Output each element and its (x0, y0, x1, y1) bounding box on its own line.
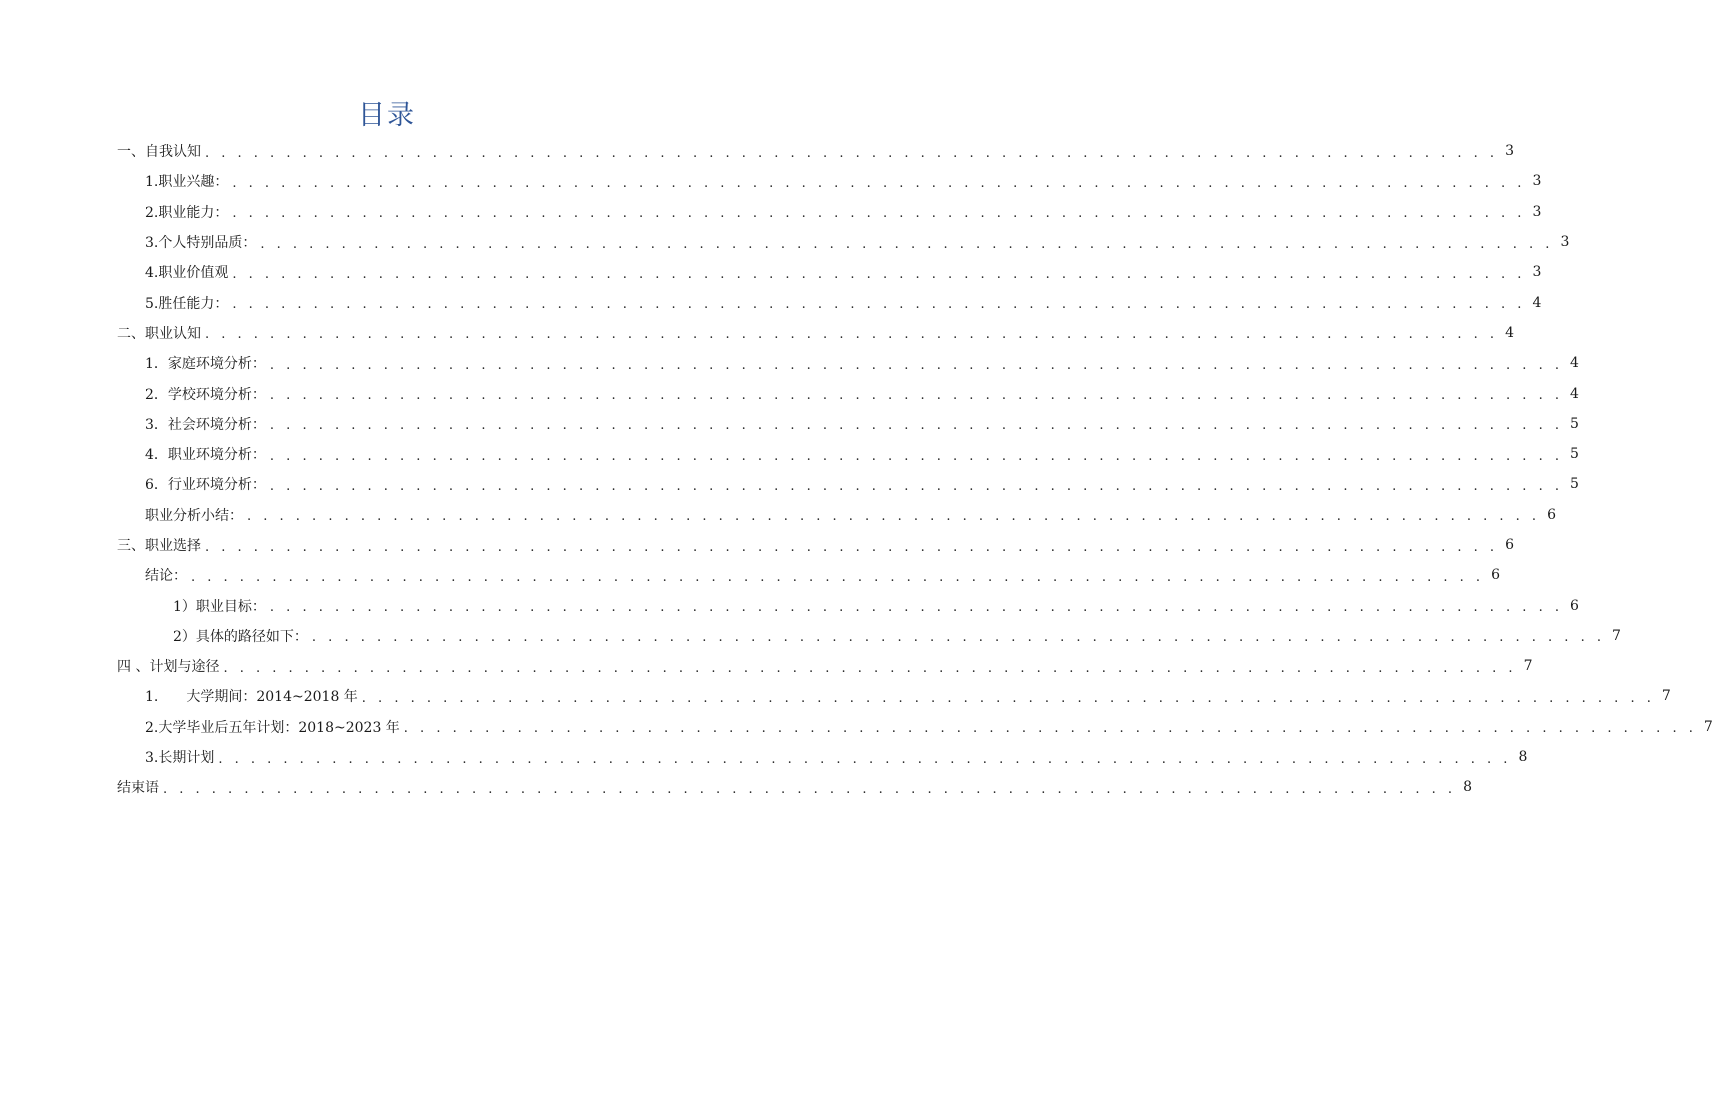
toc-dot-leader: . . . . . . . . . . . . . . . . . . . . . . . . . . . . . . . . . . . . . . . . . . . . . . . . . . . . . . . . . . . . . . . . . . . . . . . . . . . . . . . . (205, 539, 1499, 555)
toc-entry[interactable] (117, 621, 1621, 651)
toc-entry[interactable] (117, 166, 1542, 196)
toc-dot-leader: . . . . . . . . . . . . . . . . . . . . . . . . . . . . . . . . . . . . . . . . . . . . . . . . . . . . . . . . . . . . . . . . . . . . . . . . . . . . . . . . (311, 630, 1605, 646)
toc-page-number: 5 (1570, 415, 1579, 432)
toc-entry-label: 2.职业能力： (145, 202, 232, 222)
toc-dot-leader: . . . . . . . . . . . . . . . . . . . . . . . . . . . . . . . . . . . . . . . . . . . . . . . . . . . . . . . . . . . . . . . . . . . . . . . . . . . . . . . . (223, 660, 1517, 676)
toc-entry-label: 结论： (145, 565, 191, 585)
toc-dot-leader: . . . . . . . . . . . . . . . . . . . . . . . . . . . . . . . . . . . . . . . . . . . . . . . . . . . . . . . . . . . . . . . . . . . . . . . . . . . . . . . . (205, 327, 1499, 343)
toc-dot-leader: . . . . . . . . . . . . . . . . . . . . . . . . . . . . . . . . . . . . . . . . . . . . . . . . . . . . . . . . . . . . . . . . . . . . . . . . . . . . . . . . (247, 509, 1541, 525)
toc-entry-label: 四 、计划与途径 (117, 656, 223, 676)
toc-page-number: 8 (1463, 779, 1473, 796)
toc-dot-leader: . . . . . . . . . . . . . . . . . . . . . . . . . . . . . . . . . . . . . . . . . . . . . . . . . . . . . . . . . . . . . . . . . . . . . . . . . . . . . . . . (232, 266, 1526, 282)
toc-dot-leader: . . . . . . . . . . . . . . . . . . . . . . . . . . . . . . . . . . . . . . . . . . . . . . . . . . . . . . . . . . . . . . . . . . . . . . . . . . . . . . . . (269, 478, 1563, 494)
toc-page-number: 3 (1532, 173, 1542, 190)
toc-page-number: 4 (1570, 385, 1579, 402)
toc-entry-label: 1. 大学期间：2014~2018 年 (145, 686, 362, 706)
toc-page-number: 7 (1703, 718, 1713, 735)
toc-dot-leader: . . . . . . . . . . . . . . . . . . . . . . . . . . . . . . . . . . . . . . . . . . . . . . . . . . . . . . . . . . . . . . . . . . . . . . . . . . . . . . . . (269, 600, 1563, 616)
toc-dot-leader: . . . . . . . . . . . . . . . . . . . . . . . . . . . . . . . . . . . . . . . . . . . . . . . . . . . . . . . . . . . . . . . . . . . . . . . . . . . . . . . . (163, 781, 1457, 797)
toc-entry-label: 2.大学毕业后五年计划：2018~2023 年 (145, 717, 404, 737)
toc-entry[interactable] (117, 681, 1671, 711)
toc-entry[interactable] (117, 742, 1528, 772)
toc-entry-label: 结束语 (117, 777, 163, 797)
toc-dot-leader: . . . . . . . . . . . . . . . . . . . . . . . . . . . . . . . . . . . . . . . . . . . . . . . . . . . . . . . . . . . . . . . . . . . . . . . . . . . . . . . . (269, 448, 1563, 464)
toc-entry[interactable] (117, 439, 1579, 469)
toc-page-number: 6 (1570, 597, 1579, 614)
toc-entry-label: 1．家庭环境分析： (145, 353, 270, 373)
toc-entry[interactable] (117, 469, 1579, 499)
toc-entry-label: 3．社会环境分析： (145, 414, 270, 434)
toc-page-number: 3 (1560, 234, 1570, 251)
toc-dot-leader: . . . . . . . . . . . . . . . . . . . . . . . . . . . . . . . . . . . . . . . . . . . . . . . . . . . . . . . . . . . . . . . . . . . . . . . . . . . . . . . . (269, 357, 1563, 373)
toc-page-number: 7 (1523, 658, 1533, 675)
toc-page-number: 4 (1505, 324, 1515, 341)
toc-entry-label: 三、职业选择 (117, 535, 205, 555)
toc-entry-label: 6．行业环境分析： (145, 474, 270, 494)
toc-entry-label: 2）具体的路径如下： (173, 626, 312, 646)
table-of-contents (117, 136, 1713, 803)
toc-dot-leader: . . . . . . . . . . . . . . . . . . . . . . . . . . . . . . . . . . . . . . . . . . . . . . . . . . . . . . . . . . . . . . . . . . . . . . . . . . . . . . . . (269, 418, 1563, 434)
toc-entry[interactable] (117, 257, 1542, 287)
toc-entry-label: 1）职业目标： (173, 596, 270, 616)
toc-entry[interactable] (117, 530, 1515, 560)
toc-dot-leader: . . . . . . . . . . . . . . . . . . . . . . . . . . . . . . . . . . . . . . . . . . . . . . . . . . . . . . . . . . . . . . . . . . . . . . . . . . . . . . . . (403, 721, 1697, 737)
toc-title: 目录 (358, 100, 416, 131)
toc-page-number: 6 (1491, 567, 1501, 584)
toc-page-number: 3 (1532, 264, 1542, 281)
toc-entry-label: 3.个人特别品质： (145, 232, 260, 252)
toc-entry[interactable] (117, 318, 1515, 348)
toc-entry[interactable] (117, 772, 1473, 802)
toc-page-number: 3 (1532, 203, 1542, 220)
toc-page-number: 4 (1570, 355, 1579, 372)
toc-dot-leader: . . . . . . . . . . . . . . . . . . . . . . . . . . . . . . . . . . . . . . . . . . . . . . . . . . . . . . . . . . . . . . . . . . . . . . . . . . . . . . . . (260, 236, 1554, 252)
toc-entry-label: 1.职业兴趣： (145, 171, 232, 191)
toc-entry[interactable] (117, 197, 1542, 227)
toc-entry[interactable] (117, 409, 1579, 439)
toc-dot-leader: . . . . . . . . . . . . . . . . . . . . . . . . . . . . . . . . . . . . . . . . . . . . . . . . . . . . . . . . . . . . . . . . . . . . . . . . . . . . . . . . (191, 569, 1485, 585)
toc-entry[interactable] (117, 712, 1713, 742)
toc-entry-label: 职业分析小结： (145, 505, 247, 525)
toc-entry[interactable] (117, 378, 1579, 408)
toc-entry[interactable] (117, 136, 1515, 166)
toc-entry[interactable] (117, 500, 1557, 530)
toc-entry-label: 2．学校环境分析： (145, 384, 270, 404)
toc-dot-leader: . . . . . . . . . . . . . . . . . . . . . . . . . . . . . . . . . . . . . . . . . . . . . . . . . . . . . . . . . . . . . . . . . . . . . . . . . . . . . . . . (232, 175, 1526, 191)
toc-dot-leader: . . . . . . . . . . . . . . . . . . . . . . . . . . . . . . . . . . . . . . . . . . . . . . . . . . . . . . . . . . . . . . . . . . . . . . . . . . . . . . . . (205, 145, 1499, 161)
toc-dot-leader: . . . . . . . . . . . . . . . . . . . . . . . . . . . . . . . . . . . . . . . . . . . . . . . . . . . . . . . . . . . . . . . . . . . . . . . . . . . . . . . . (218, 751, 1512, 767)
toc-entry[interactable] (117, 348, 1579, 378)
toc-entry[interactable] (117, 227, 1570, 257)
toc-dot-leader: . . . . . . . . . . . . . . . . . . . . . . . . . . . . . . . . . . . . . . . . . . . . . . . . . . . . . . . . . . . . . . . . . . . . . . . . . . . . . . . . (361, 690, 1655, 706)
toc-page-number: 7 (1612, 627, 1621, 644)
toc-page-number: 5 (1570, 446, 1579, 463)
toc-entry-label: 一、自我认知 (117, 141, 205, 161)
toc-entry-label: 5.胜任能力： (145, 293, 232, 313)
toc-page-number: 3 (1505, 143, 1515, 160)
toc-entry-label: 二、职业认知 (117, 323, 205, 343)
toc-entry[interactable] (117, 287, 1542, 317)
toc-entry[interactable] (117, 560, 1501, 590)
toc-page-number: 7 (1661, 688, 1671, 705)
toc-page-number: 8 (1518, 749, 1528, 766)
toc-entry[interactable] (117, 590, 1579, 620)
toc-page-number: 6 (1547, 506, 1557, 523)
toc-dot-leader: . . . . . . . . . . . . . . . . . . . . . . . . . . . . . . . . . . . . . . . . . . . . . . . . . . . . . . . . . . . . . . . . . . . . . . . . . . . . . . . . (232, 297, 1526, 313)
toc-dot-leader: . . . . . . . . . . . . . . . . . . . . . . . . . . . . . . . . . . . . . . . . . . . . . . . . . . . . . . . . . . . . . . . . . . . . . . . . . . . . . . . . (269, 388, 1563, 404)
toc-page-number: 5 (1570, 476, 1579, 493)
toc-entry[interactable] (117, 651, 1533, 681)
toc-page-number: 4 (1532, 294, 1542, 311)
toc-entry-label: 4．职业环境分析： (145, 444, 270, 464)
toc-page-number: 6 (1505, 537, 1515, 553)
toc-entry-label: 3.长期计划 (145, 747, 218, 767)
toc-entry-label: 4.职业价值观 (145, 262, 232, 282)
toc-dot-leader: . . . . . . . . . . . . . . . . . . . . . . . . . . . . . . . . . . . . . . . . . . . . . . . . . . . . . . . . . . . . . . . . . . . . . . . . . . . . . . . . (232, 206, 1526, 222)
